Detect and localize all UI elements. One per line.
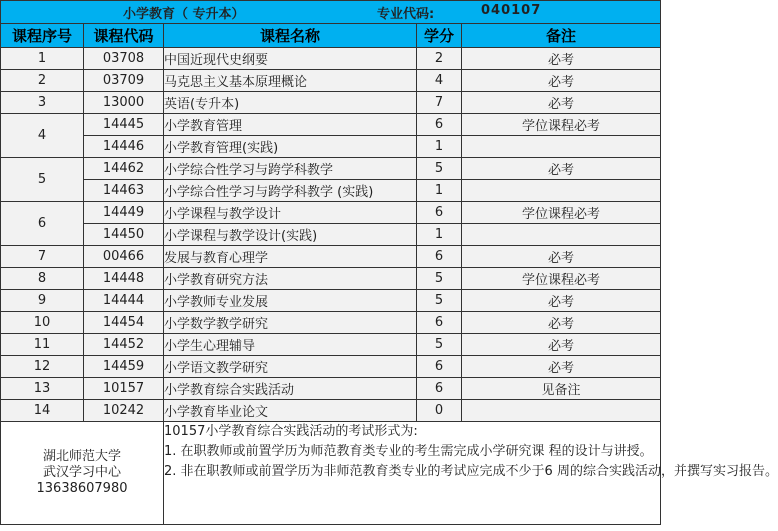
course-remark: 学位课程必考	[462, 202, 661, 224]
course-name: 小学教育研究方法	[164, 268, 417, 290]
course-name: 小学教育管理	[164, 114, 417, 136]
program-code: 040107	[481, 3, 542, 18]
table-row	[1, 114, 661, 136]
header-seq: 课程序号	[1, 24, 84, 48]
course-credits: 6	[417, 202, 462, 224]
course-credits: 6	[417, 356, 462, 378]
course-seq: 14	[1, 400, 84, 422]
course-credits: 5	[417, 158, 462, 180]
course-name: 小学语文教学研究	[164, 356, 417, 378]
course-name: 中国近现代史纲要	[164, 48, 417, 70]
table-row	[1, 202, 661, 224]
course-seq: 3	[1, 92, 84, 114]
contact-phone: 13638607980	[36, 481, 128, 496]
course-remark: 必考	[462, 290, 661, 312]
course-credits: 5	[417, 268, 462, 290]
table-row	[1, 224, 661, 246]
course-name: 小学综合性学习与跨学科教学	[164, 158, 417, 180]
course-code: 14452	[84, 334, 164, 356]
course-code: 14454	[84, 312, 164, 334]
course-name: 小学教育综合实践活动	[164, 378, 417, 400]
course-credits: 2	[417, 48, 462, 70]
course-seq: 12	[1, 356, 84, 378]
course-seq: 10	[1, 312, 84, 334]
header-row	[1, 24, 661, 48]
header-remark: 备注	[462, 24, 661, 48]
course-code: 14462	[84, 158, 164, 180]
table-row	[1, 312, 661, 334]
course-name: 英语(专升本)	[164, 92, 417, 114]
course-code: 03708	[84, 48, 164, 70]
course-remark: 学位课程必考	[462, 114, 661, 136]
course-code: 14448	[84, 268, 164, 290]
course-remark	[462, 224, 661, 246]
course-credits: 1	[417, 180, 462, 202]
table-row	[1, 246, 661, 268]
course-remark: 必考	[462, 246, 661, 268]
course-name: 小学数学教学研究	[164, 312, 417, 334]
course-name: 小学综合性学习与跨学科教学 (实践)	[164, 180, 417, 202]
course-code: 14445	[84, 114, 164, 136]
course-seq: 9	[1, 290, 84, 312]
course-remark: 必考	[462, 334, 661, 356]
note-title: 10157小学教育综合实践活动的考试形式为:	[164, 424, 418, 439]
course-credits: 7	[417, 92, 462, 114]
course-credits: 6	[417, 246, 462, 268]
course-credits: 6	[417, 114, 462, 136]
course-seq: 6	[1, 202, 84, 246]
course-name: 小学教育管理(实践)	[164, 136, 417, 158]
course-seq: 4	[1, 114, 84, 158]
table-row	[1, 334, 661, 356]
course-remark: 必考	[462, 356, 661, 378]
note-item-1: 1. 在职教师或前置学历为师范教育类专业的考生需完成小学研究课 程的设计与讲授。	[164, 444, 653, 459]
org-name: 湖北师范大学	[42, 449, 121, 464]
course-code: 14446	[84, 136, 164, 158]
course-seq: 13	[1, 378, 84, 400]
study-center-info	[1, 422, 164, 525]
course-name: 小学课程与教学设计	[164, 202, 417, 224]
course-remark: 必考	[462, 92, 661, 114]
course-code: 14449	[84, 202, 164, 224]
course-remark	[462, 400, 661, 422]
course-seq: 2	[1, 70, 84, 92]
course-seq: 11	[1, 334, 84, 356]
center-name: 武汉学习中心	[42, 465, 121, 480]
course-credits: 1	[417, 136, 462, 158]
course-seq: 8	[1, 268, 84, 290]
course-seq: 5	[1, 158, 84, 202]
course-credits: 5	[417, 334, 462, 356]
title-bar	[1, 1, 661, 24]
course-seq: 1	[1, 48, 84, 70]
note-item-2: 2. 非在职教师或前置学历为非师范教育类专业的考试应完成不少于6 周的综合实践活动，并撰写实习报告。	[164, 464, 778, 479]
title-row	[1, 1, 661, 24]
course-credits: 5	[417, 290, 462, 312]
header-credits: 学分	[417, 24, 462, 48]
footer-row	[1, 422, 661, 525]
course-code: 14444	[84, 290, 164, 312]
course-credits: 0	[417, 400, 462, 422]
table-row	[1, 290, 661, 312]
exam-note	[164, 422, 778, 525]
table-row	[1, 356, 661, 378]
course-code: 10242	[84, 400, 164, 422]
table-row	[1, 378, 661, 400]
table-row	[1, 70, 661, 92]
course-code: 00466	[84, 246, 164, 268]
course-name: 马克思主义基本原理概论	[164, 70, 417, 92]
course-seq: 7	[1, 246, 84, 268]
course-code: 14450	[84, 224, 164, 246]
course-name: 小学教育毕业论文	[164, 400, 417, 422]
course-remark: 学位课程必考	[462, 268, 661, 290]
program-code-label: 专业代码:	[377, 7, 435, 22]
course-credits: 6	[417, 312, 462, 334]
course-code: 13000	[84, 92, 164, 114]
table-row	[1, 92, 661, 114]
course-remark: 必考	[462, 312, 661, 334]
course-code: 10157	[84, 378, 164, 400]
course-remark	[462, 180, 661, 202]
course-code: 14463	[84, 180, 164, 202]
course-remark: 必考	[462, 48, 661, 70]
header-name: 课程名称	[164, 24, 417, 48]
course-name: 小学课程与教学设计(实践)	[164, 224, 417, 246]
table-row	[1, 136, 661, 158]
header-code: 课程代码	[84, 24, 164, 48]
course-credits: 4	[417, 70, 462, 92]
course-name: 小学生心理辅导	[164, 334, 417, 356]
course-credits: 1	[417, 224, 462, 246]
table-row	[1, 268, 661, 290]
course-remark	[462, 136, 661, 158]
course-credits: 6	[417, 378, 462, 400]
program-title: 小学教育（ 专升本）	[123, 7, 245, 22]
table-row	[1, 158, 661, 180]
table-row	[1, 48, 661, 70]
course-code: 14459	[84, 356, 164, 378]
course-remark: 必考	[462, 70, 661, 92]
course-name: 小学教师专业发展	[164, 290, 417, 312]
course-code: 03709	[84, 70, 164, 92]
table-row	[1, 400, 661, 422]
course-remark: 见备注	[462, 378, 661, 400]
course-name: 发展与教育心理学	[164, 246, 417, 268]
course-remark: 必考	[462, 158, 661, 180]
table-row	[1, 180, 661, 202]
